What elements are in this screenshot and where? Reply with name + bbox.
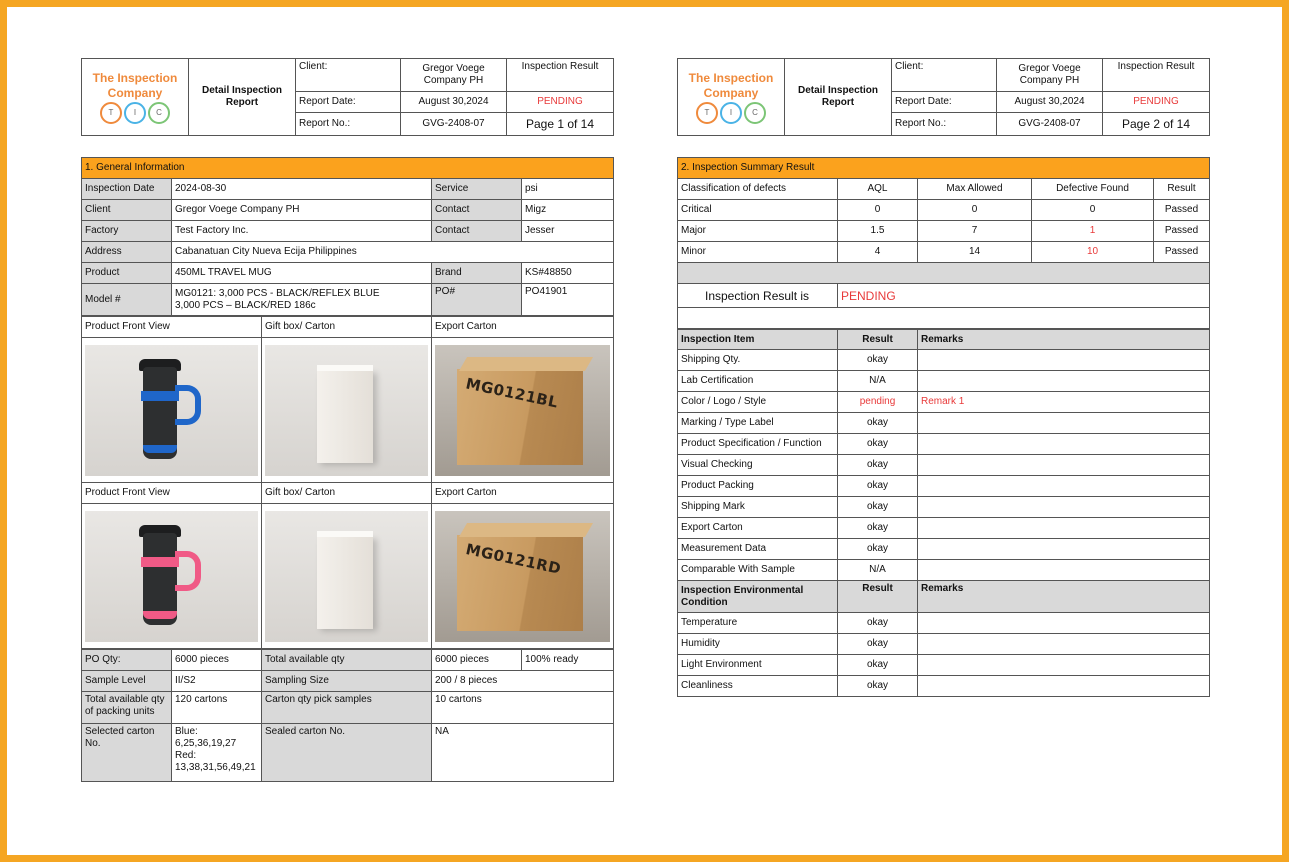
- model-line: 3,000 PCS – BLACK/RED 186c: [175, 299, 316, 311]
- field-label: Sample Level: [82, 671, 172, 692]
- service-value: psi: [522, 179, 614, 200]
- total-available-value: 6000 pieces: [432, 650, 522, 671]
- selected-blue-list: 6,25,36,19,27: [175, 738, 237, 749]
- item-remarks: [918, 560, 1210, 581]
- item-name: Comparable With Sample: [678, 560, 838, 581]
- defect-class: Major: [678, 221, 838, 242]
- item-result: okay: [838, 539, 918, 560]
- client-label: Client:: [296, 59, 401, 92]
- sealed-carton-value: NA: [432, 724, 614, 782]
- report-no-label: Report No.:: [892, 113, 997, 136]
- export-carton-photo: [435, 345, 610, 476]
- selected-carton-value: [172, 724, 262, 782]
- item-remarks: [918, 518, 1210, 539]
- table-row: [678, 350, 1210, 371]
- aql-value: 4: [838, 242, 918, 263]
- field-label: Address: [82, 242, 172, 263]
- item-name: Product Specification / Function: [678, 434, 838, 455]
- carton-marking: MG0121BL: [464, 373, 560, 412]
- blue-mug-photo: [85, 345, 258, 476]
- result-is-value: PENDING: [838, 284, 1210, 308]
- photo-label: Export Carton: [432, 483, 614, 504]
- client-value: Gregor Voege Company PH: [172, 200, 432, 221]
- logo-letter: C: [744, 102, 766, 124]
- report-date-value: August 30,2024: [997, 92, 1103, 113]
- table-row: [678, 200, 1210, 221]
- item-name: Export Carton: [678, 518, 838, 539]
- item-result: okay: [838, 518, 918, 539]
- sampling-size-value: 200 / 8 pieces: [432, 671, 614, 692]
- logo-text-line1: The Inspection: [92, 70, 178, 85]
- defects-summary-table: [677, 157, 1210, 329]
- logo-letter: T: [696, 102, 718, 124]
- table-row: [678, 392, 1210, 413]
- inspection-date-value: 2024-08-30: [172, 179, 432, 200]
- table-row: [678, 560, 1210, 581]
- item-result: okay: [838, 476, 918, 497]
- report-date-label: Report Date:: [296, 92, 401, 113]
- item-remarks: [918, 539, 1210, 560]
- defect-result: Passed: [1154, 200, 1210, 221]
- quantity-table: [81, 649, 614, 782]
- column-header: Result: [838, 581, 918, 613]
- item-remarks: [918, 371, 1210, 392]
- defect-result: Passed: [1154, 221, 1210, 242]
- env-remarks: [918, 676, 1210, 697]
- field-label: Client: [82, 200, 172, 221]
- client-label: Client:: [892, 59, 997, 92]
- field-label: Factory: [82, 221, 172, 242]
- inspection-result-value: PENDING: [507, 92, 614, 113]
- field-label: Carton qty pick samples: [262, 692, 432, 724]
- column-header: AQL: [838, 179, 918, 200]
- company-logo: [678, 59, 785, 136]
- logo-circles-icon: [681, 102, 781, 124]
- photo-label: Product Front View: [82, 483, 262, 504]
- photo-cell: [262, 338, 432, 483]
- contact-value: Migz: [522, 200, 614, 221]
- env-result: okay: [838, 655, 918, 676]
- env-name: Cleanliness: [678, 676, 838, 697]
- selected-red-list: 13,38,31,56,49,21: [175, 762, 256, 773]
- field-label: Contact: [432, 221, 522, 242]
- report-header: [677, 58, 1210, 136]
- page-number: Page 2 of 14: [1103, 113, 1210, 136]
- table-row: [678, 539, 1210, 560]
- column-header: Inspection Environmental Condition: [678, 581, 838, 613]
- defect-class: Minor: [678, 242, 838, 263]
- column-header: Result: [838, 330, 918, 350]
- table-row: [678, 497, 1210, 518]
- field-label: Product: [82, 263, 172, 284]
- pink-mug-photo: [85, 511, 258, 642]
- photo-cell: [82, 338, 262, 483]
- selected-red-label: Red:: [175, 750, 197, 761]
- max-allowed-value: 0: [918, 200, 1032, 221]
- table-row: [678, 518, 1210, 539]
- report-header: [81, 58, 614, 136]
- section-title: 1. General Information: [82, 158, 614, 179]
- table-row: [678, 613, 1210, 634]
- table-row: [678, 676, 1210, 697]
- inspection-result-label: Inspection Result: [1103, 59, 1210, 92]
- column-header: Inspection Item: [678, 330, 838, 350]
- env-name: Humidity: [678, 634, 838, 655]
- defect-class: Critical: [678, 200, 838, 221]
- item-result: okay: [838, 413, 918, 434]
- export-carton-photo: [435, 511, 610, 642]
- company-logo: [82, 59, 189, 136]
- report-no-value: GVG-2408-07: [997, 113, 1103, 136]
- item-remarks: [918, 497, 1210, 518]
- report-page-2: [677, 58, 1209, 697]
- item-result: okay: [838, 455, 918, 476]
- client-value: Gregor Voege Company PH: [997, 59, 1103, 92]
- brand-value: KS#48850: [522, 263, 614, 284]
- report-date-value: August 30,2024: [401, 92, 507, 113]
- carton-marking: MG0121RD: [464, 539, 563, 578]
- env-result: okay: [838, 634, 918, 655]
- item-remarks: [918, 434, 1210, 455]
- spacer-row: [678, 308, 1210, 329]
- field-label: Model #: [82, 284, 172, 316]
- item-name: Product Packing: [678, 476, 838, 497]
- packing-units-value: 120 cartons: [172, 692, 262, 724]
- table-row: [678, 371, 1210, 392]
- photo-cell: [82, 504, 262, 649]
- spacer-row: [678, 263, 1210, 284]
- logo-text-line2: Company: [703, 85, 759, 100]
- logo-text-line1: The Inspection: [688, 70, 774, 85]
- ready-value: 100% ready: [522, 650, 614, 671]
- logo-letter: I: [124, 102, 146, 124]
- item-result: okay: [838, 497, 918, 518]
- table-row: [678, 455, 1210, 476]
- photo-cell: [262, 504, 432, 649]
- table-row: [678, 634, 1210, 655]
- table-row: [678, 655, 1210, 676]
- field-label: PO Qty:: [82, 650, 172, 671]
- item-remarks: [918, 455, 1210, 476]
- field-label: Sealed carton No.: [262, 724, 432, 782]
- column-header: Classification of defects: [678, 179, 838, 200]
- result-is-label: Inspection Result is: [678, 284, 838, 308]
- column-header: Remarks: [918, 581, 1210, 613]
- inspection-result-label: Inspection Result: [507, 59, 614, 92]
- selected-blue-label: Blue:: [175, 726, 198, 737]
- page-number: Page 1 of 14: [507, 113, 614, 136]
- field-label: Sampling Size: [262, 671, 432, 692]
- photo-label: Gift box/ Carton: [262, 483, 432, 504]
- column-header: Defective Found: [1032, 179, 1154, 200]
- po-value: PO41901: [522, 284, 614, 316]
- report-page-1: [81, 58, 613, 782]
- item-result: okay: [838, 434, 918, 455]
- defective-found-value: 10: [1032, 242, 1154, 263]
- table-row: [678, 221, 1210, 242]
- report-title: Detail Inspection Report: [189, 59, 296, 136]
- logo-circles-icon: [85, 102, 185, 124]
- photo-label: Product Front View: [82, 317, 262, 338]
- item-result: N/A: [838, 560, 918, 581]
- photo-label: Gift box/ Carton: [262, 317, 432, 338]
- item-result: N/A: [838, 371, 918, 392]
- item-name: Color / Logo / Style: [678, 392, 838, 413]
- photos-table: [81, 316, 614, 649]
- field-label: Total available qty of packing units: [82, 692, 172, 724]
- photo-cell: [432, 338, 614, 483]
- photo-label: Export Carton: [432, 317, 614, 338]
- model-line: MG0121: 3,000 PCS - BLACK/REFLEX BLUE: [175, 287, 380, 299]
- table-row: [678, 413, 1210, 434]
- column-header: Result: [1154, 179, 1210, 200]
- gift-box-photo: [265, 345, 428, 476]
- item-name: Shipping Mark: [678, 497, 838, 518]
- max-allowed-value: 7: [918, 221, 1032, 242]
- item-remarks: [918, 476, 1210, 497]
- aql-value: 1.5: [838, 221, 918, 242]
- report-title: Detail Inspection Report: [785, 59, 892, 136]
- table-row: [678, 434, 1210, 455]
- logo-letter: T: [100, 102, 122, 124]
- item-name: Shipping Qty.: [678, 350, 838, 371]
- item-result: okay: [838, 350, 918, 371]
- env-remarks: [918, 634, 1210, 655]
- field-label: Brand: [432, 263, 522, 284]
- defective-found-value: 0: [1032, 200, 1154, 221]
- gift-box-photo: [265, 511, 428, 642]
- contact-value: Jesser: [522, 221, 614, 242]
- photo-cell: [432, 504, 614, 649]
- logo-letter: I: [720, 102, 742, 124]
- field-label: Total available qty: [262, 650, 432, 671]
- product-value: 450ML TRAVEL MUG: [172, 263, 432, 284]
- max-allowed-value: 14: [918, 242, 1032, 263]
- item-remarks: [918, 413, 1210, 434]
- client-value: Gregor Voege Company PH: [401, 59, 507, 92]
- report-no-label: Report No.:: [296, 113, 401, 136]
- logo-text-line2: Company: [107, 85, 163, 100]
- report-date-label: Report Date:: [892, 92, 997, 113]
- item-name: Lab Certification: [678, 371, 838, 392]
- field-label: Selected carton No.: [82, 724, 172, 782]
- inspection-result-value: PENDING: [1103, 92, 1210, 113]
- inspection-items-table: [677, 329, 1210, 697]
- column-header: Remarks: [918, 330, 1210, 350]
- env-name: Light Environment: [678, 655, 838, 676]
- env-name: Temperature: [678, 613, 838, 634]
- factory-value: Test Factory Inc.: [172, 221, 432, 242]
- section-title: 2. Inspection Summary Result: [678, 158, 1210, 179]
- field-label: PO#: [432, 284, 522, 316]
- item-result: pending: [838, 392, 918, 413]
- item-name: Measurement Data: [678, 539, 838, 560]
- item-name: Visual Checking: [678, 455, 838, 476]
- item-name: Marking / Type Label: [678, 413, 838, 434]
- column-header: Max Allowed: [918, 179, 1032, 200]
- defective-found-value: 1: [1032, 221, 1154, 242]
- address-value: Cabanatuan City Nueva Ecija Philippines: [172, 242, 614, 263]
- item-remarks: [918, 350, 1210, 371]
- model-value: [172, 284, 432, 316]
- po-qty-value: 6000 pieces: [172, 650, 262, 671]
- report-no-value: GVG-2408-07: [401, 113, 507, 136]
- aql-value: 0: [838, 200, 918, 221]
- env-result: okay: [838, 613, 918, 634]
- field-label: Contact: [432, 200, 522, 221]
- env-result: okay: [838, 676, 918, 697]
- logo-letter: C: [148, 102, 170, 124]
- env-remarks: [918, 655, 1210, 676]
- general-information-table: [81, 157, 614, 316]
- field-label: Inspection Date: [82, 179, 172, 200]
- carton-pick-value: 10 cartons: [432, 692, 614, 724]
- item-remarks: Remark 1: [918, 392, 1210, 413]
- defect-result: Passed: [1154, 242, 1210, 263]
- env-remarks: [918, 613, 1210, 634]
- table-row: [678, 476, 1210, 497]
- sample-level-value: II/S2: [172, 671, 262, 692]
- table-row: [678, 242, 1210, 263]
- field-label: Service: [432, 179, 522, 200]
